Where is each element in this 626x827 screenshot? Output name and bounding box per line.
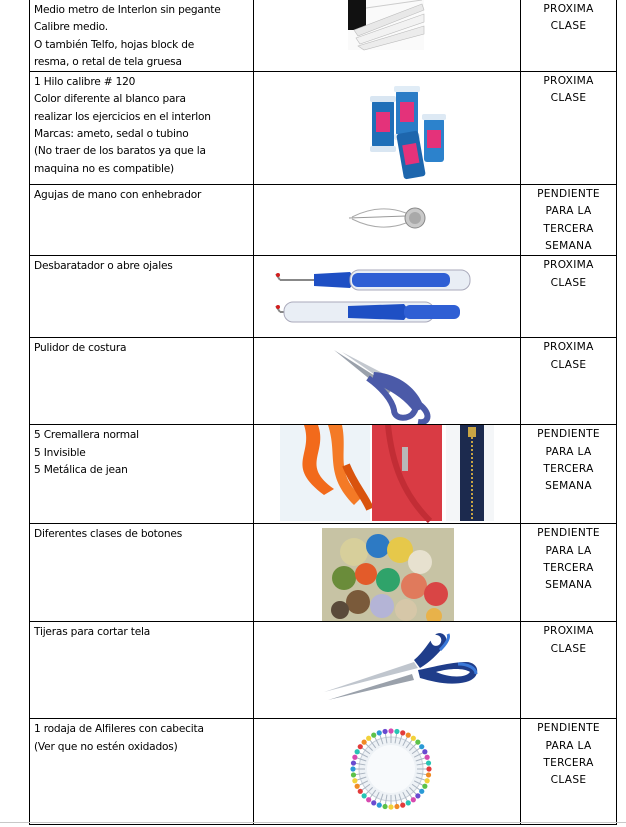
table-row [30,622,617,719]
item-description: Tijeras para cortar tela [30,622,254,719]
item-description: Medio metro de Interlon sin pegante Calibre medio. O también Telfo, hojas block de resma, o retal de tela gruesa [30,0,254,72]
item-image-cell [254,72,521,185]
table-row [30,719,617,825]
item-status: PROXIMA CLASE [521,0,617,72]
supplies-table [29,0,617,825]
table-row [30,425,617,524]
buttons-image [254,524,521,622]
interlon-fabric-image [254,0,521,71]
item-description: 1 rodaja de Alfileres con cabecita (Ver que no estén oxidados) [30,719,254,825]
thread-spools-image [254,72,521,185]
needle-threader-image [254,185,521,256]
table-row [30,72,617,185]
item-image-cell [254,425,521,524]
zippers-image [254,425,521,524]
table-row [30,0,617,72]
table-row [30,524,617,622]
table-row [30,185,617,256]
table-row [30,256,617,338]
page-bottom-divider [0,822,626,823]
item-status: PENDIENTE PARA LA TERCERA SEMANA [521,425,617,524]
item-status: PROXIMA CLASE [521,338,617,425]
item-description: Pulidor de costura [30,338,254,425]
item-status: PENDIENTE PARA LA TERCERA SEMANA [521,185,617,256]
item-image-cell [254,338,521,425]
thread-snips-image [254,338,521,425]
item-description: Agujas de mano con enhebrador [30,185,254,256]
item-image-cell [254,524,521,622]
pin-wheel-image [254,719,521,825]
item-description: Diferentes clases de botones [30,524,254,622]
item-description: 5 Cremallera normal 5 Invisible 5 Metálica de jean [30,425,254,524]
item-description: 1 Hilo calibre # 120 Color diferente al blanco para realizar los ejercicios en el interlon Marcas: ameto, sedal o tubino (No traer de los baratos ya que la maquina no es compatible) [30,72,254,185]
item-status: PROXIMA CLASE [521,622,617,719]
item-status: PENDIENTE PARA LA TERCERA CLASE [521,719,617,825]
item-image-cell [254,256,521,338]
item-image-cell [254,622,521,719]
fabric-scissors-image [254,622,521,719]
item-image-cell [254,0,521,72]
item-image-cell [254,185,521,256]
item-image-cell [254,719,521,825]
item-status: PROXIMA CLASE [521,72,617,185]
seam-rippers-image [254,256,521,338]
item-description: Desbaratador o abre ojales [30,256,254,338]
item-status: PROXIMA CLASE [521,256,617,338]
table-row [30,338,617,425]
item-status: PENDIENTE PARA LA TERCERA SEMANA [521,524,617,622]
